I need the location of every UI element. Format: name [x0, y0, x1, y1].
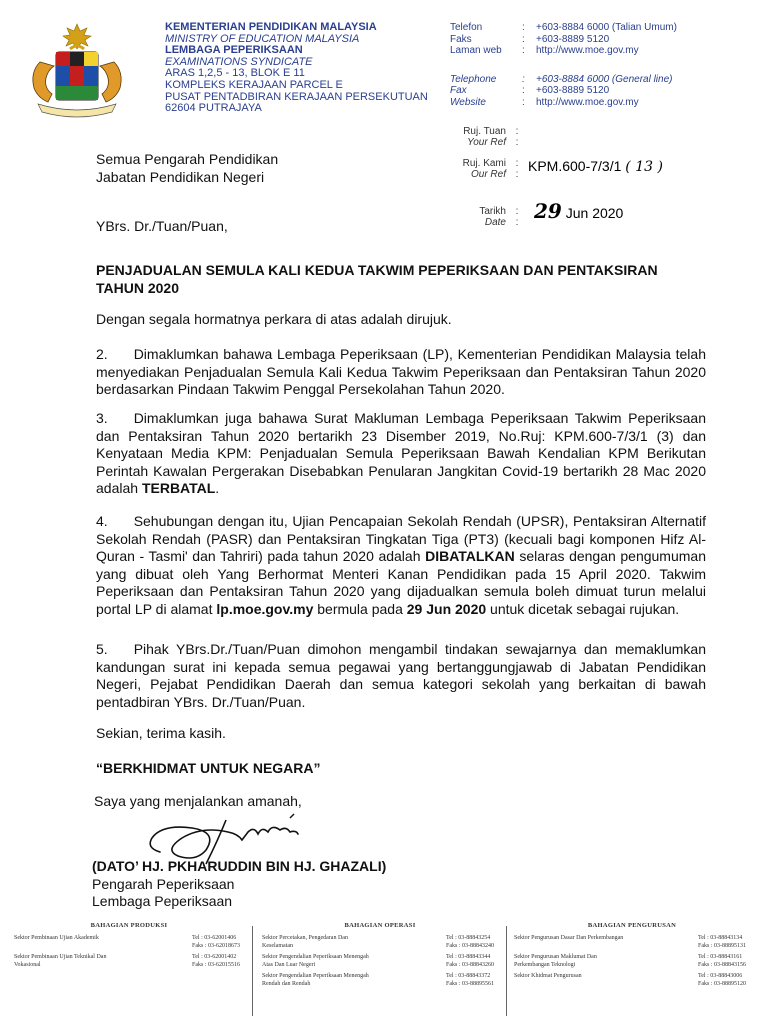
paragraph-text: Sehubungan dengan itu, Ujian Pencapaian Sekolah Rendah (UPSR), Pentaksiran Alternatif Sekolah Rendah (PASR) dan Pentaksiran Tingkatan Tiga (PT3) (kecuali bagi komponen Hifz Al-Quran - Tasmi' dan Tahriri) pada tahun 2020 adalah	[96, 513, 706, 565]
paragraph-5	[96, 641, 706, 711]
recipient-block	[96, 151, 278, 186]
footer-section-operasi	[262, 922, 498, 993]
footer-sector-name: Sektor Pembinaan Ujian Akademik	[14, 935, 99, 941]
opening-line: Dengan segala hormatnya perkara di atas adalah dirujuk.	[96, 311, 452, 327]
letter-subject: PENJADUALAN SEMULA KALI KEDUA TAKWIM PEPERIKSAAN DAN PENTAKSIRAN TAHUN 2020	[96, 262, 658, 296]
our-ref-value: KPM.600-7/3/1	[528, 158, 622, 174]
paragraph-text: bermula pada	[313, 600, 407, 617]
footer-divider	[506, 926, 507, 1016]
your-ref-label-en: Your Ref	[467, 137, 506, 148]
footer-sector-name: Sektor Pengurusan Maklumat Dan Perkembangan Teknologi	[514, 954, 597, 968]
recipient-line: Jabatan Pendidikan Negeri	[96, 168, 265, 185]
our-ref-handwritten: ( 13 )	[625, 159, 663, 175]
paragraph-text: Pihak YBrs.Dr./Tuan/Puan dimohon mengambil tindakan sewajarnya dan memaklumkan kandungan surat ini kepada semua pegawai yang bertanggungjawab di Jabatan Pendidikan Negeri, Pejabat Pendidikan Daerah dan semua kategori sekolah yang berkaitan di bawah pentadbiran YBrs. Dr./Tuan/Puan.	[96, 641, 706, 710]
date-label-en: Date	[484, 217, 506, 228]
footer-section-produksi	[14, 922, 244, 973]
our-ref-label-en: Our Ref	[470, 169, 506, 180]
org-line: EXAMINATIONS SYNDICATE	[165, 55, 313, 68]
footer-fax: Faks : 03-88843156	[698, 961, 746, 968]
footer-fax: Faks : 03-62018673	[192, 942, 240, 949]
paragraph-number: 4.	[96, 513, 108, 529]
contact-label: Telefon	[450, 22, 483, 33]
paragraph-end: .	[215, 480, 220, 497]
sign-intro: Saya yang menjalankan amanah,	[94, 793, 302, 809]
recipient-line: Semua Pengarah Pendidikan	[96, 151, 279, 167]
salutation: YBrs. Dr./Tuan/Puan,	[96, 218, 228, 234]
org-line: MINISTRY OF EDUCATION MALAYSIA	[165, 32, 360, 45]
footer-tel: Tel : 03-88843344	[446, 954, 491, 961]
paragraph-text: selaras dengan pengumuman yang dibuat oleh Yang Berhormat Menteri Kanan Pendidikan pada 15 April 2020. Takwim Peperiksaan dan Pentaksiran Tahun 2020 yang dijadualkan semula boleh dimuat turun melalui portal LP di alamat	[96, 548, 706, 617]
footer-fax: Faks : 03-88895561	[446, 980, 494, 987]
footer-sector-name: Sektor Pembinaan Ujian Teknikal Dan Vokasional	[14, 954, 107, 968]
footer-fax: Faks : 03-88895120	[698, 980, 746, 987]
footer-section-heading: BAHAGIAN PRODUKSI	[90, 922, 168, 929]
org-line: 62604 PUTRAJAYA	[165, 102, 262, 115]
footer-tel: Tel : 03-88843134	[698, 935, 743, 941]
contact-label: Laman web	[450, 45, 502, 57]
footer-divider	[252, 926, 253, 1016]
footer-tel: Tel : 03-88843254	[446, 935, 491, 941]
footer-sector-name: Sektor Khidmat Pengurusan	[514, 973, 582, 980]
contact-value: +603-8889 5120	[536, 85, 610, 97]
footer-section-heading: BAHAGIAN OPERASI	[344, 922, 416, 929]
ministry-crest-logo	[18, 22, 136, 118]
contact-label: Faks	[450, 33, 472, 45]
footer-fax: Faks : 03-88843240	[446, 942, 494, 949]
contact-value: +603-8889 5120	[536, 33, 610, 45]
paragraph-bold: DIBATALKAN	[425, 548, 515, 565]
footer-sector-name: Sektor Pengurusan Dasar Dan Perkembangan	[514, 935, 624, 941]
footer-fax: Faks : 03-88843260	[446, 961, 494, 968]
reference-block: Ruj. Tuan Your Ref : : Ruj. Kami Our Ref : : KPM.600-7/3/1 ( 13 ) Tarikh Date : : 29 Jun 2020	[428, 126, 663, 228]
org-line: KEMENTERIAN PENDIDIKAN MALAYSIA	[165, 21, 377, 33]
footer-section-pengurusan	[514, 922, 750, 993]
paragraph-2	[96, 346, 706, 399]
footer-tel: Tel : 03-62001406	[192, 935, 237, 941]
footer-tel: Tel : 03-88843161	[698, 954, 743, 961]
footer-fax: Faks : 03-88895131	[698, 942, 746, 949]
contact-label: Fax	[450, 85, 467, 97]
date-month-year: Jun 2020	[565, 205, 624, 221]
date-label: Tarikh	[479, 206, 506, 217]
footer-sector-name: Sektor Pengendalian Peperiksaan Menengah Atas Dan Luar Negeri	[262, 954, 369, 968]
paragraph-text: Dimaklumkan juga bahawa Surat Makluman Lembaga Peperiksaan Takwim Peperiksaan dan Pentaksiran Tahun 2020 bertarikh 23 Disember 2019, No.Ruj: KPM.600-7/3/1 (3) dan Kenyataan Media KPM: Penjadualan Semula Peperiksaan Bawah Kendalian KPM Berikutan Perintah Kawalan Pergerakan Disebabkan Penularan Jangkitan Covid-19 bertarikh 28 Mac 2020 adalah	[96, 410, 706, 497]
org-line: PUSAT PENTADBIRAN KERAJAAN PERSEKUTUAN	[165, 90, 428, 103]
paragraph-3	[96, 410, 706, 498]
footer-tel: Tel : 03-88843006	[698, 973, 743, 980]
contact-value: http://www.moe.gov.my	[536, 45, 639, 57]
contact-value: http://www.moe.gov.my	[536, 96, 639, 108]
contact-block: Telefon : +603-8884 6000 (Talian Umum) Faks : +603-8889 5120 Laman web : http://www.moe.gov.my Telephone : +603-8884 6000 (General line) Fax : +603-8889 5120 Website : http://www.moe.gov.my	[450, 22, 677, 108]
paragraph-text: untuk dicetak sebagai rujukan.	[486, 600, 680, 617]
portal-address: lp.moe.gov.my	[216, 600, 314, 617]
org-line: LEMBAGA PEPERIKSAAN	[165, 44, 303, 57]
paragraph-text: Dimaklumkan bahawa Lembaga Peperiksaan (LP), Kementerian Pendidikan Malaysia telah menyediakan Penjadualan Semula Kali Kedua Takwim Peperiksaan dan Pentaksiran Tahun 2020 berdasarkan Pindaan Takwim Penggal Persekolahan Tahun 2020.	[96, 346, 706, 398]
closing-line: Sekian, terima kasih.	[96, 725, 226, 741]
motto: “BERKHIDMAT UNTUK NEGARA”	[96, 760, 321, 776]
footer-fax: Faks : 03-62015516	[192, 961, 240, 968]
footer-contacts	[0, 922, 768, 1024]
paragraph-bold: 29 Jun 2020	[406, 600, 487, 617]
contact-label: Website	[450, 96, 486, 108]
date-day-handwritten: 29	[534, 199, 562, 223]
paragraph-4	[96, 513, 706, 619]
contact-value: +603-8884 6000 (Talian Umum)	[536, 22, 677, 33]
footer-section-heading: BAHAGIAN PENGURUSAN	[587, 922, 677, 929]
signer-name: (DATO’ HJ. PKHARUDDIN BIN HJ. GHAZALI)	[92, 858, 387, 874]
paragraph-number: 3.	[96, 410, 108, 426]
org-line: KOMPLEKS KERAJAAN PARCEL E	[165, 78, 343, 91]
paragraph-number: 2.	[96, 346, 108, 362]
footer-sector-name: Sektor Percetakan, Pengedaran Dan Keselamatan	[262, 935, 348, 949]
signer-title: Lembaga Peperiksaan	[92, 893, 233, 909]
your-ref-label: Ruj. Tuan	[463, 126, 506, 137]
footer-tel: Tel : 03-88843372	[446, 973, 491, 980]
contact-value: +603-8884 6000 (General line)	[536, 73, 673, 85]
paragraph-bold: TERBATAL	[141, 480, 216, 497]
paragraph-number: 5.	[96, 641, 108, 657]
org-line: ARAS 1,2,5 - 13, BLOK E 11	[165, 67, 305, 80]
footer-sector-name: Sektor Pengendalian Peperiksaan Menengah Rendah dan Rendah	[262, 973, 369, 987]
footer-tel: Tel : 03-62001402	[192, 954, 237, 961]
signer-title: Pengarah Peperiksaan	[92, 876, 235, 892]
contact-label: Telephone	[450, 73, 497, 85]
organisation-address-block	[165, 22, 428, 115]
our-ref-label: Ruj. Kami	[462, 158, 506, 169]
